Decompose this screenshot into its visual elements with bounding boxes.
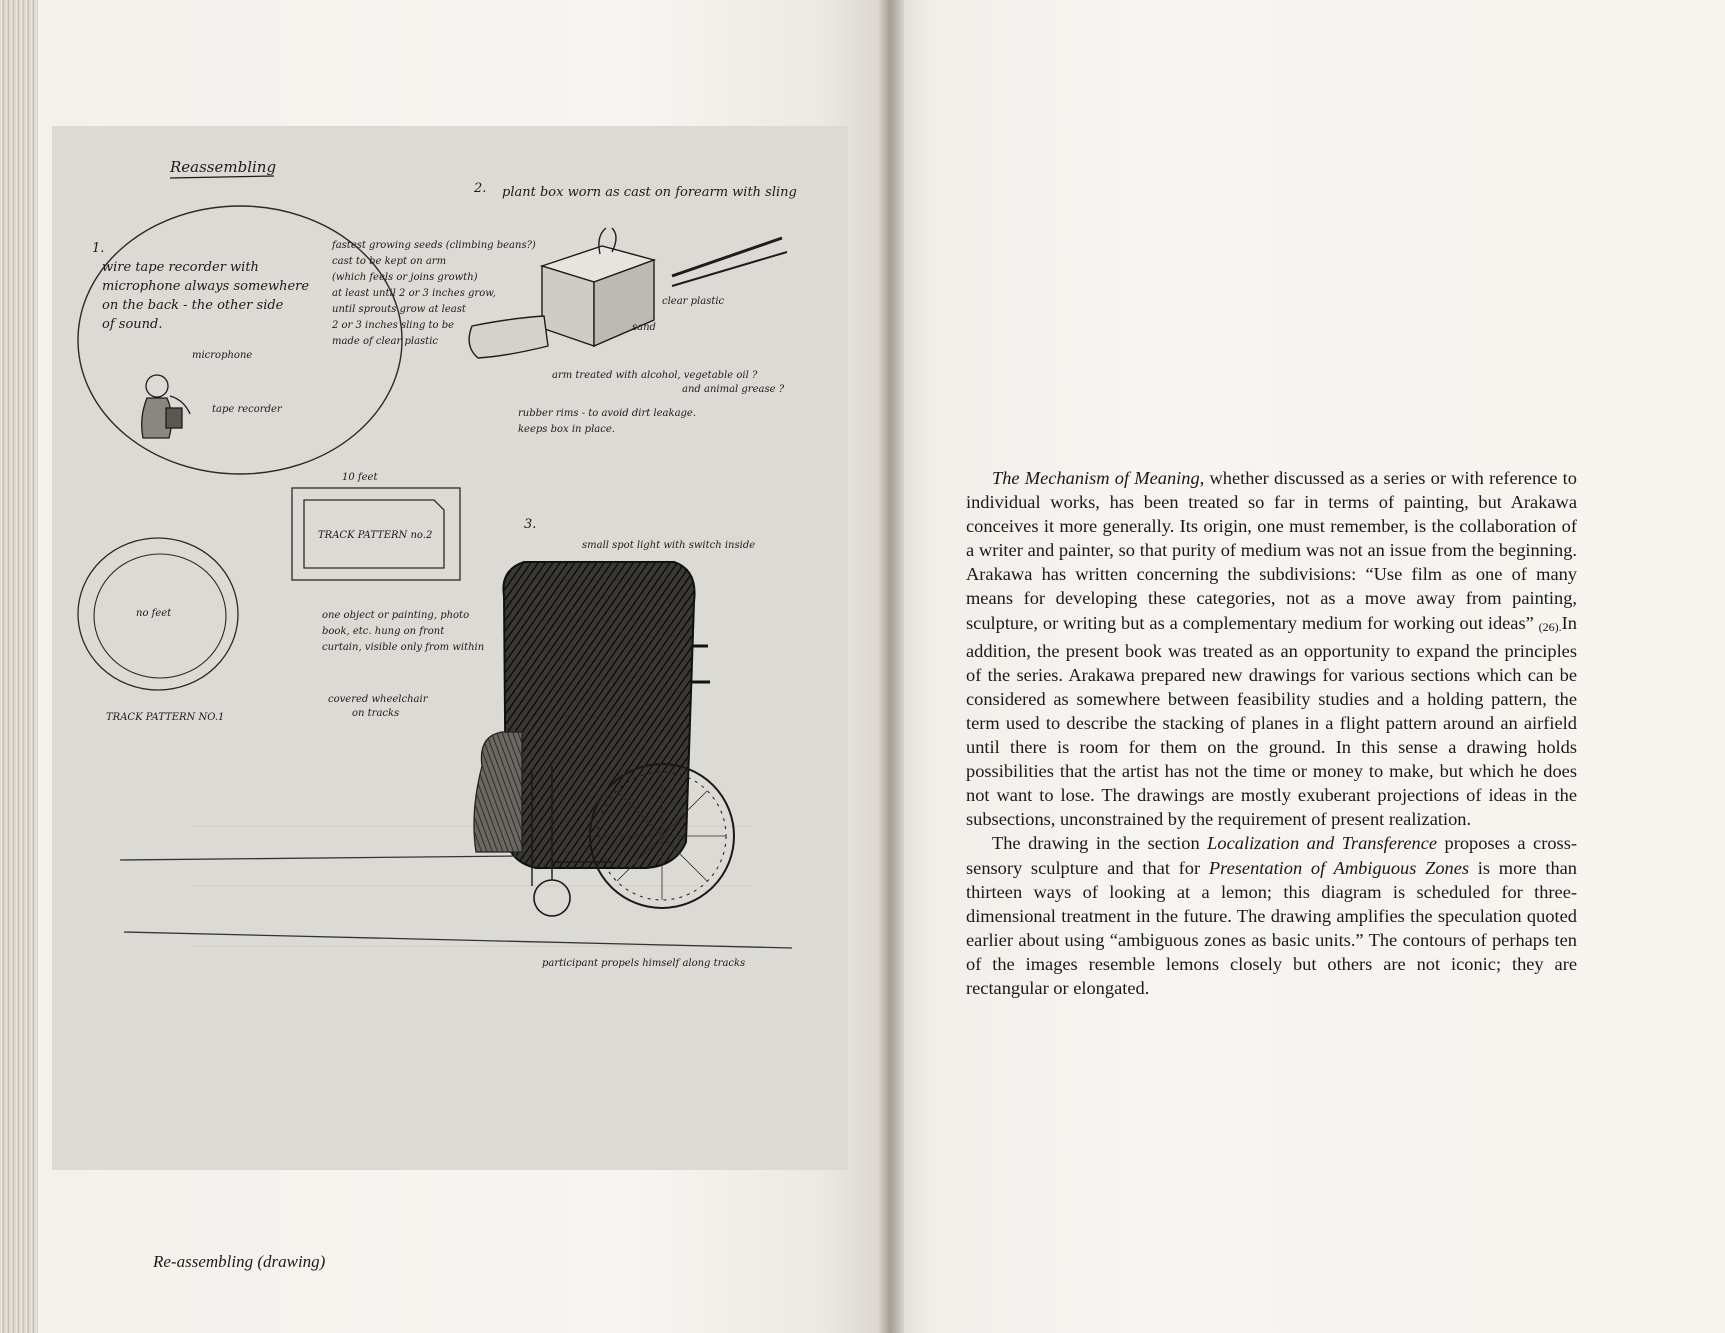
drawing-plate	[52, 126, 848, 1170]
svg-text:2 or 3 inches sling to be: 2 or 3 inches sling to be	[332, 320, 455, 331]
clear-plastic-label: clear plastic	[662, 296, 725, 307]
svg-text:wire tape recorder with: wire tape recorder with	[102, 260, 259, 275]
figure-caption: Re-assembling (drawing)	[153, 1252, 326, 1271]
rubber-note-1: rubber rims - to avoid dirt leakage.	[518, 408, 697, 419]
spot-light-note: small spot light with switch inside	[582, 540, 756, 551]
page-edges	[0, 0, 40, 1333]
track-1-label: TRACK PATTERN NO.1	[106, 712, 225, 723]
recorder-label: tape recorder	[212, 404, 282, 415]
arm-note: arm treated with alcohol, vegetable oil ?	[552, 370, 758, 381]
rubber-note-2: keeps box in place.	[518, 424, 615, 435]
svg-text:at least until 2 or 3 inches g: at least until 2 or 3 inches grow,	[332, 288, 496, 299]
book-title-italic: The Mechanism of Meaning	[992, 468, 1200, 488]
svg-text:cast to be kept on arm: cast to be kept on arm	[332, 256, 447, 267]
sand-label: sand	[632, 322, 656, 333]
svg-text:covered wheelchair: covered wheelchair	[328, 694, 428, 705]
book-gutter	[878, 0, 904, 1333]
body-text	[966, 466, 1577, 1000]
paragraph-1: The Mechanism of Meaning, whether discussed as a series or with reference to individual works, has been treated so far in terms of painting, but Arakawa conceives it more generally. Its origin, one must remember, is the collaboration of a writer and painter, so that purity of medium was not an issue from the beginning. Arakawa has written concerning the subdivisions: “Use film as one of many means for developing these categories, not as a move away from painting, sculpture, or writing but as a complementary medium for working out ideas” (26).In addition, the present book was treated as an opportunity to expand the principles of the series. Arakawa prepared new drawings for various sections which can be considered as somewhere between feasibility studies and a holding pattern, the term used to describe the stacking of planes in a flight pattern around an airfield until there is room for them on the ground. In this sense a drawing holds possibilities that the artist has not the time or money to make, but which he does not want to lose. The drawings are mostly exuberant projections of ideas in the subsections, unconstrained by the requirement of present realization.	[966, 468, 1577, 830]
drawing-sketch	[52, 126, 848, 1170]
arm-note-2: and animal grease ?	[682, 384, 785, 395]
svg-text:until sprouts grow at least: until sprouts grow at least	[332, 304, 466, 315]
ten-feet-label: 10 feet	[342, 472, 378, 483]
drawing-title: Reassembling	[170, 158, 277, 176]
microphone-label: microphone	[192, 350, 253, 361]
svg-text:of sound.: of sound.	[102, 317, 163, 332]
participant-note: participant propels himself along tracks	[542, 958, 746, 969]
svg-text:one object or painting, photo: one object or painting, photo	[322, 610, 470, 621]
svg-text:made of clear plastic: made of clear plastic	[332, 336, 438, 347]
svg-text:(which feels or joins growth): (which feels or joins growth)	[332, 272, 478, 283]
label-1: 1.	[92, 241, 105, 256]
tape-recorder-note	[102, 260, 309, 332]
track-2-label: TRACK PATTERN no.2	[318, 530, 433, 541]
wheelchair-note	[328, 694, 429, 719]
svg-text:microphone always somewhere: microphone always somewhere	[102, 279, 310, 294]
label-3: 3.	[524, 517, 537, 532]
wheelchair-icon	[474, 562, 734, 916]
svg-text:fastest growing seeds (climbin: fastest growing seeds (climbing beans?)	[332, 240, 536, 251]
note-reference: (26).	[1538, 619, 1562, 634]
svg-text:book, etc. hung on front: book, etc. hung on front	[322, 626, 445, 637]
no-feet-label: no feet	[136, 608, 172, 619]
object-note	[322, 610, 484, 653]
svg-text:on tracks: on tracks	[352, 708, 400, 719]
label-2: 2.	[474, 181, 487, 196]
figure-sketch-icon	[142, 375, 190, 438]
plant-box-note: plant box worn as cast on forearm with sling	[502, 185, 797, 200]
svg-text:curtain, visible only from wit: curtain, visible only from within	[322, 642, 485, 653]
svg-text:on the back - the other side: on the back - the other side	[102, 298, 284, 313]
paragraph-2: The drawing in the section Localization and Transference proposes a cross-sensory sculpture and that for Presentation of Ambiguous Zones is more than thirteen ways of looking at a lemon; this diagram is scheduled for three-dimensional treatment in the future. The drawing amplifies the speculation quoted earlier about using “ambiguous zones as basic units.” The contours of perhaps ten of the images resemble lemons closely but others are not iconic; they are rectangular or elongated.	[966, 833, 1577, 998]
